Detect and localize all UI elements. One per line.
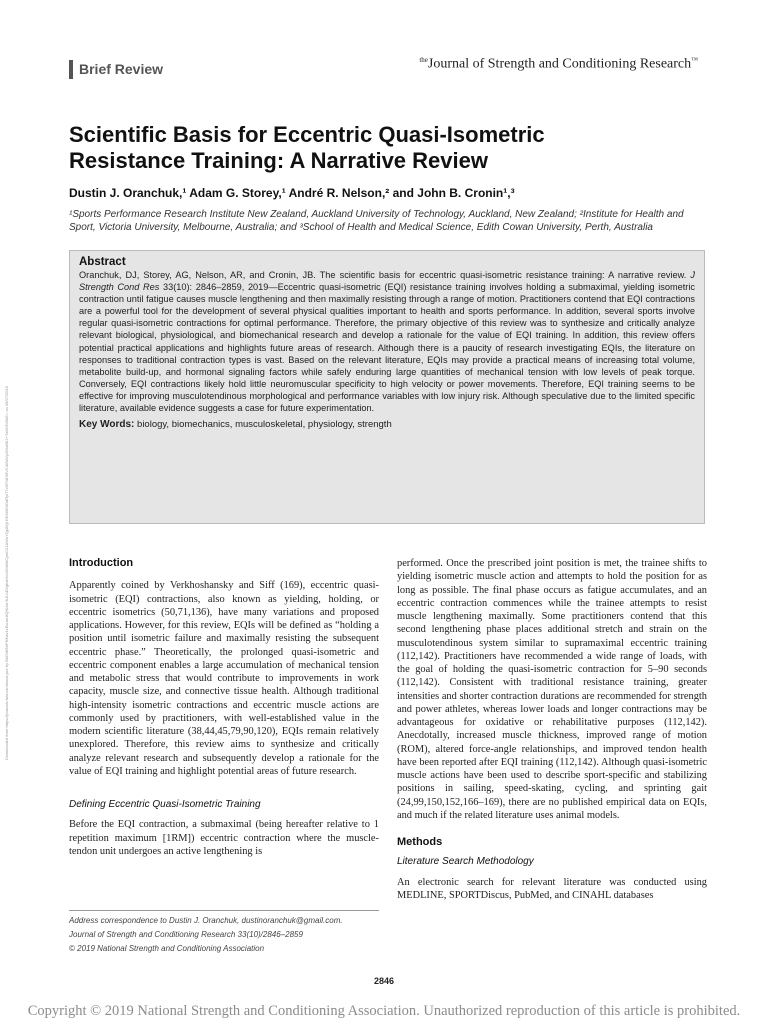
abstract-journal-name: J Strength Cond Res [79, 270, 695, 293]
download-watermark [2, 270, 12, 760]
abstract-text [79, 269, 695, 414]
keywords-label: Key Words: [79, 419, 135, 431]
download-watermark-text: Downloaded from https://journals.lww.com/nsca-jscr by BhDMf5ePHKav1zEoum1tQfN4a+kJLhEZgbsIHo4XMi0hCywCX1AWnYQp/IlQrHD3i3D0OdRyi7TvSFl4Cf3VC4/OAVpDDa8K2+Ya6H515kE= on 09/27/2019 [4, 386, 9, 760]
abstract-text-post: 33(10): 2846–2859, 2019—Eccentric quasi-isometric (EQI) resistance training involves holding a submaximal, yielding isometric contraction until fatigue causes muscle lengthening and then maximally resisting through a range of motion. Practitioners contend that EQI contractions are a powerful tool for the development of several physical qualities important to health and sports performance. In addition, several sports involve regular quasi-isometric contractions for optimal performance. Therefore, the primary objective of this review was to synthesize and critically analyze relevant biological, physiological, and biomechanical research and develop a rationale for the value of EQI training. In addition, this review offers potential practical applications and highlights future areas of research. Although there is a paucity of research investigating EQIs, the literature on responses to traditional contraction types is vast. Based on the relevant literature, EQIs may provide a practical means of increasing total volume, metabolite build-up, and hormonal signaling factors while safely enduring large quantities of mechanical tension with low levels of peak torque. Conversely, EQI contractions likely hold little neuromuscular specificity to high velocity or power movements. Therefore, EQI training seems to be effective for improving musculotendinous morphological and performance variables with low injury risk. Although speculative due to the limited specific literature, available evidence suggests a case for future experimentation. [79, 282, 695, 414]
journal-logo [419, 56, 698, 73]
journal-trademark: ™ [691, 56, 698, 64]
article-title [69, 122, 709, 174]
introduction-paragraph: Apparently coined by Verkhoshansky and Siff (169), eccentric quasi-isometric (EQI) contractions, also known as yielding, holding, or eccentric isometrics (50,71,136), have many variations and proposed applications. However, for this review, EQIs will be defined as “holding a position until isometric failure and maximally resisting the subsequent eccentric phase.” Theoretically, the prolonged quasi-isometric and eccentric component enables a large accumulation of mechanical tension and metabolic stress that would contribute to improvements in work capacity, muscle size, and connective tissue health. Although traditional high-intensity isometric contractions and eccentric muscle actions are commonly used by practitioners, with well-established value in the modern scientific literature (38,44,45,79,90,120), EQIs remain relatively unexplored. Therefore, this review aims to synthesize and critically analyze relevant research and subsequently develop a rationale for the value of EQI training and highlight potential areas of future research. [69, 580, 379, 777]
keywords-line [79, 419, 695, 430]
literature-search-paragraph: An electronic search for relevant literature was conducted using MEDLINE, SPORTDiscus, PubMed, and CINAHL databases [397, 876, 707, 901]
right-column [397, 557, 707, 902]
footnote-block [69, 910, 379, 956]
methods-heading: Methods [397, 836, 443, 848]
section-marker-bar [69, 60, 73, 79]
left-column [69, 557, 379, 858]
section-label: Brief Review [79, 61, 164, 77]
page-number: 2846 [373, 976, 395, 986]
literature-search-heading: Literature Search Methodology [397, 856, 534, 868]
affiliations: ¹Sports Performance Research Institute New Zealand, Auckland University of Technology, Auckland, New Zealand; ²Institute for Health and Sport, Victoria University, Melbourne, Australia; and ³School of Health and Medical Science, Edith Cowan University, Perth, Australia [69, 209, 684, 233]
defining-eqi-heading: Defining Eccentric Quasi-Isometric Training [69, 799, 261, 810]
journal-name: Journal of Strength and Conditioning Research [427, 56, 692, 72]
title-line-1: Scientific Basis for Eccentric Quasi-Isometric [69, 122, 545, 147]
footnote-correspondence: Address correspondence to Dustin J. Oranchuk, dustinoranchuk@gmail.com. [69, 916, 343, 925]
author-list: Dustin J. Oranchuk,¹ Adam G. Storey,¹ André R. Nelson,² and John B. Cronin¹,³ [69, 186, 515, 200]
right-column-paragraph: performed. Once the prescribed joint position is met, the trainee shifts to yielding isometric muscle action and attempts to hold the position for as long as possible. The final phase occurs as fatigue accumulates, and an eccentric contraction commences while the trainee attempts to resist muscle lengthening maximally. Some practitioners contend that this second lengthening phase places additional stretch and strain on the musculotendinous system similar to supramaximal eccentric training (112,142). Practitioners have recommended a wide range of loads, with the goal of holding the quasi-isometric contraction for 5–90 seconds (112,142). Consistent with traditional resistance training, greater intensities and shorter contraction durations are recommended for strength and power athletes, whereas lower loads and longer contractions may be advantageous for oxidative or rehabilitative purposes (112,142). Anecdotally, increased muscle thickness, improved range of motion (ROM), altered force-angle relationships, and improved tendon health have been reported after EQI training (112,142). Although quasi-isometric muscle actions have been used to describe sport-specific and stabilizing positions in sailing, speed-skating, cycling, and sprinting gait (24,99,150,152,166–169), there are no published empirical data on EQIs, and much if the related literature uses animal models. [397, 558, 707, 821]
copyright-notice: Copyright © 2019 National Strength and Conditioning Association. Unauthorized reproduction of this article is prohibited. [27, 1003, 741, 1019]
footnote-copyright: © 2019 National Strength and Conditioning Association [69, 944, 265, 953]
journal-prefix: the [419, 56, 428, 64]
introduction-heading: Introduction [69, 557, 134, 569]
abstract-box [69, 250, 705, 524]
keywords-list: biology, biomechanics, musculoskeletal, physiology, strength [134, 419, 392, 431]
abstract-text-pre: Oranchuk, DJ, Storey, AG, Nelson, AR, and Cronin, JB. The scientific basis for eccentric quasi-isometric resistance training: A narrative review. [79, 270, 691, 280]
defining-eqi-paragraph: Before the EQI contraction, a submaximal (being hereafter relative to 1 repetition maximum [1RM]) eccentric contraction where the muscle-tendon unit undergoes an active lengthening is [69, 819, 379, 857]
footnote-citation: Journal of Strength and Conditioning Research 33(10)/2846–2859 [69, 930, 303, 939]
abstract-heading: Abstract [79, 256, 126, 268]
title-line-2: Resistance Training: A Narrative Review [69, 148, 488, 173]
